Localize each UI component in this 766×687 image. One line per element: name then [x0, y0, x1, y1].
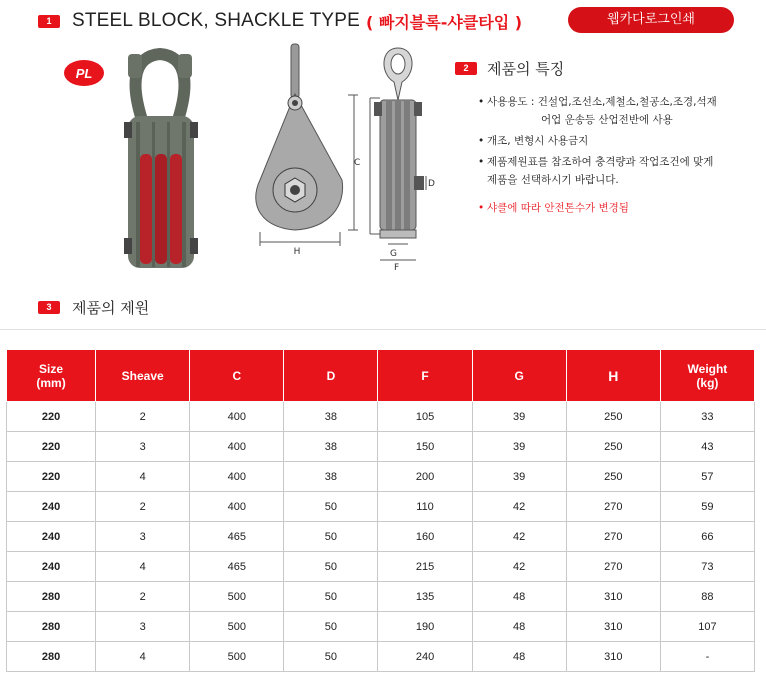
column-header-weight: Weight (kg): [660, 350, 754, 402]
table-cell: 110: [378, 492, 472, 522]
table-row: [7, 402, 755, 432]
table-cell: 3: [96, 432, 190, 462]
table-cell: 50: [284, 522, 378, 552]
table-cell: 39: [472, 402, 566, 432]
table-cell: 38: [284, 402, 378, 432]
table-cell: 500: [190, 582, 284, 612]
table-cell: 42: [472, 522, 566, 552]
pl-logo: [64, 60, 104, 86]
table-cell: 39: [472, 432, 566, 462]
column-header-sheave: Sheave: [96, 350, 190, 402]
dimension-label-f: F: [394, 263, 400, 273]
table-cell: 400: [190, 432, 284, 462]
table-cell: 73: [660, 552, 754, 582]
table-cell: 270: [566, 492, 660, 522]
table-cell: 50: [284, 642, 378, 672]
section-3-header: [38, 297, 149, 318]
table-cell: 48: [472, 642, 566, 672]
table-cell: 43: [660, 432, 754, 462]
table-cell: 220: [7, 402, 96, 432]
table-cell: 150: [378, 432, 472, 462]
table-cell: 310: [566, 642, 660, 672]
table-cell: 39: [472, 462, 566, 492]
table-row: [7, 492, 755, 522]
table-cell: 2: [96, 492, 190, 522]
table-row: [7, 642, 755, 672]
table-row: [7, 462, 755, 492]
table-cell: 50: [284, 492, 378, 522]
table-header-row: [7, 350, 755, 402]
dimension-label-h: H: [293, 247, 301, 257]
table-row: [7, 552, 755, 582]
table-row: [7, 612, 755, 642]
dimension-label-c: C: [354, 158, 361, 168]
spec-table: [6, 349, 755, 672]
feature-item-continued: 제품을 선택하시기 바랍니다.: [487, 174, 619, 186]
table-cell: 50: [284, 612, 378, 642]
table-cell: 250: [566, 432, 660, 462]
table-cell: 400: [190, 402, 284, 432]
table-cell: 38: [284, 462, 378, 492]
table-cell: 240: [7, 492, 96, 522]
table-cell: 250: [566, 402, 660, 432]
table-cell: 48: [472, 612, 566, 642]
dimension-label-g: G: [390, 249, 397, 259]
column-header-g: G: [472, 350, 566, 402]
print-catalog-button[interactable]: 웹카다로그인쇄: [568, 7, 734, 33]
table-cell: 88: [660, 582, 754, 612]
table-cell: 400: [190, 462, 284, 492]
table-cell: 270: [566, 552, 660, 582]
table-cell: 240: [7, 552, 96, 582]
table-cell: 280: [7, 582, 96, 612]
table-cell: -: [660, 642, 754, 672]
feature-item-warning: • 샤클에 따라 안전톤수가 변경됨: [478, 199, 766, 217]
feature-item: • 개조, 변형시 사용금지: [478, 132, 766, 150]
column-header-f: F: [378, 350, 472, 402]
table-cell: 50: [284, 582, 378, 612]
table-cell: 310: [566, 612, 660, 642]
divider: [0, 329, 766, 330]
table-cell: 42: [472, 492, 566, 522]
table-cell: 42: [472, 552, 566, 582]
section-1-header: [38, 9, 522, 33]
front-view-drawing: [250, 40, 360, 260]
table-cell: 2: [96, 582, 190, 612]
table-cell: 220: [7, 432, 96, 462]
table-cell: 4: [96, 552, 190, 582]
dimension-label-d: D: [428, 179, 435, 189]
table-cell: 3: [96, 522, 190, 552]
table-cell: 500: [190, 612, 284, 642]
table-cell: 50: [284, 552, 378, 582]
column-header-size: Size (mm): [7, 350, 96, 402]
table-cell: 4: [96, 462, 190, 492]
svg-text:PL: PL: [75, 66, 93, 81]
section-number-badge: 1: [38, 15, 60, 28]
features-heading: 제품의 특징: [487, 60, 565, 78]
section-number-badge: 3: [38, 301, 60, 314]
table-cell: 200: [378, 462, 472, 492]
table-cell: 280: [7, 612, 96, 642]
table-cell: 135: [378, 582, 472, 612]
table-row: [7, 582, 755, 612]
table-cell: 48: [472, 582, 566, 612]
feature-item-continued: 어업 운송등 산업전반에 사용: [541, 114, 673, 126]
feature-item: • 사용용도 : 건설업,조선소,제철소,철공소,조경,석재: [478, 93, 766, 111]
table-cell: 270: [566, 522, 660, 552]
table-cell: 160: [378, 522, 472, 552]
table-cell: 4: [96, 642, 190, 672]
side-view-drawing: [350, 44, 440, 274]
table-cell: 215: [378, 552, 472, 582]
section-2-header: [455, 58, 564, 79]
table-cell: 59: [660, 492, 754, 522]
table-cell: 240: [378, 642, 472, 672]
table-cell: 66: [660, 522, 754, 552]
table-cell: 2: [96, 402, 190, 432]
table-cell: 250: [566, 462, 660, 492]
feature-list: [478, 93, 766, 217]
table-cell: 240: [7, 522, 96, 552]
table-cell: 38: [284, 432, 378, 462]
table-cell: 465: [190, 552, 284, 582]
table-cell: 107: [660, 612, 754, 642]
table-cell: 465: [190, 522, 284, 552]
feature-item: • 제품제원표를 참조하여 충격량과 작업조건에 맞게: [478, 153, 766, 171]
table-cell: 3: [96, 612, 190, 642]
table-cell: 190: [378, 612, 472, 642]
table-cell: 310: [566, 582, 660, 612]
column-header-h: H: [566, 350, 660, 402]
product-photo: [60, 42, 235, 282]
table-cell: 220: [7, 462, 96, 492]
section-number-badge: 2: [455, 62, 477, 75]
table-cell: 105: [378, 402, 472, 432]
column-header-d: D: [284, 350, 378, 402]
table-cell: 280: [7, 642, 96, 672]
table-cell: 400: [190, 492, 284, 522]
table-row: [7, 432, 755, 462]
product-title: STEEL BLOCK, SHACKLE TYPE: [72, 10, 360, 31]
table-cell: 33: [660, 402, 754, 432]
product-title-korean: ( 빠지블록-샤클타입 ): [366, 12, 523, 32]
table-cell: 57: [660, 462, 754, 492]
table-row: [7, 522, 755, 552]
table-cell: 500: [190, 642, 284, 672]
column-header-c: C: [190, 350, 284, 402]
specs-heading: 제품의 제원: [72, 299, 150, 317]
